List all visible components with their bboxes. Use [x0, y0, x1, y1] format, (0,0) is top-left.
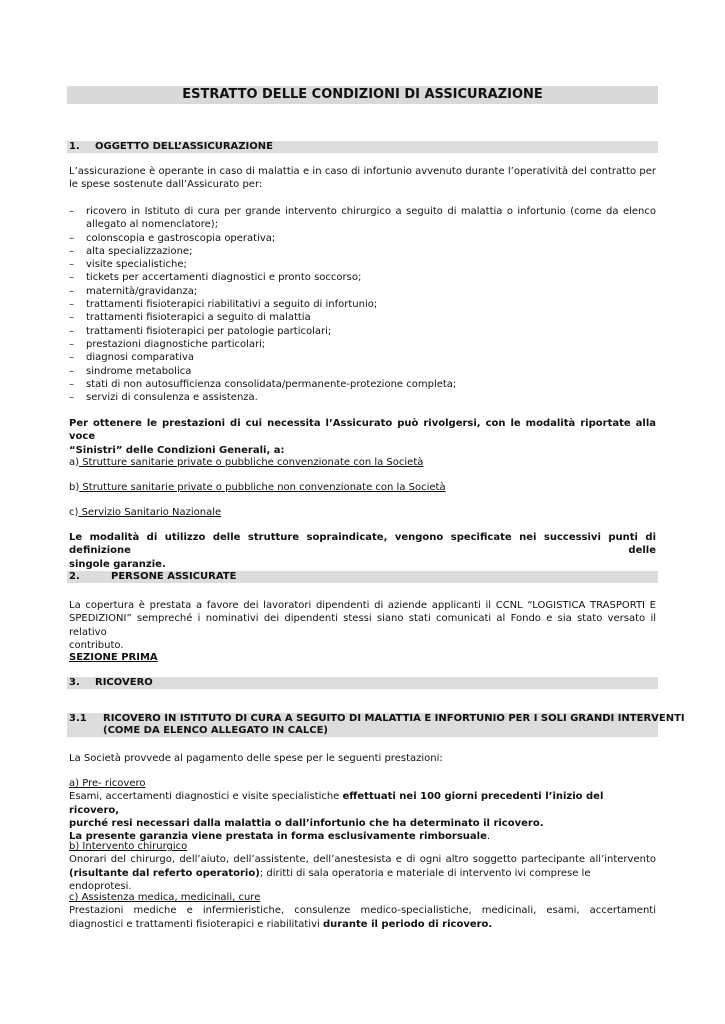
text-bold: durante il periodo di ricovero.	[322, 918, 493, 930]
intro-line: L’assicurazione è operante in caso di malattia e in caso di infortunio avvenuto durante l’operatività del contratto per	[69, 166, 656, 177]
subheading: a) Pre- ricovero	[69, 778, 146, 789]
paragraph-line: Onorari del chirurgo, dell’aiuto, dell’assistente, dell’anestesista e di ogni altro soggetto partecipante all’intervento	[69, 854, 656, 866]
list-item-text: diagnosi comparativa	[86, 352, 195, 364]
paragraph-line: Prestazioni mediche e infermieristiche, consulenze medico-specialistiche, medicinali, esami, accertamenti	[69, 905, 656, 917]
struttura-a	[69, 456, 656, 469]
section-number: 2.	[69, 571, 80, 582]
dash-bullet: –	[69, 206, 74, 217]
struttura-prefix: b)	[69, 482, 80, 493]
note-line: “Sinistri” delle Condizioni Generali, a:	[69, 444, 285, 456]
struttura-prefix: c)	[69, 507, 79, 518]
list-item-text: trattamenti fisioterapici per patologie particolari;	[86, 325, 332, 337]
section-label: OGGETTO DELL’ASSICURAZIONE	[95, 141, 273, 152]
list-item	[69, 378, 656, 391]
list-item-text: maternità/gravidanza;	[86, 285, 198, 297]
list-item	[69, 351, 656, 364]
text-normal: ; diritti di sala operatoria e materiale di intervento ivi comprese le endoprotesi.	[69, 867, 591, 892]
dash-bullet: –	[69, 272, 74, 284]
section-heading-3	[67, 677, 658, 689]
list-item-text: trattamenti fisioterapici a seguito di malattia	[86, 312, 311, 324]
section-number: 3.1	[69, 713, 87, 724]
text-bold: effettuati nei 100 giorni precedenti l’inizio del ricovero,	[69, 791, 604, 816]
text-bold: La presente garanzia viene prestata in forma esclusivamente rimborsuale	[69, 831, 487, 843]
list-item	[69, 245, 656, 258]
paragraph-line: purché resi necessari dalla malattia o dall’infortunio che ha determinato il ricovero.	[69, 817, 544, 829]
subheading: b) Intervento chirurgico	[69, 841, 188, 852]
dash-bullet: –	[69, 259, 74, 271]
list-item-text: sindrome metabolica	[86, 365, 192, 377]
list-item-text: colonscopia e gastroscopia operativa;	[86, 232, 276, 244]
intro-line: le spese sostenute dall’Assicurato per:	[69, 179, 263, 191]
text-normal: diagnostici e trattamenti fisioterapici e riabilitativi	[69, 918, 323, 930]
coverage-list	[69, 205, 656, 404]
section-label: (COME DA ELENCO ALLEGATO IN CALCE)	[103, 725, 328, 736]
struttura-prefix: a)	[69, 457, 80, 468]
list-item-text: trattamenti fisioterapici riabilitativi a seguito di infortunio;	[86, 299, 378, 311]
section-heading-2	[67, 571, 658, 583]
section-number: 1.	[69, 141, 80, 152]
note-line: Per ottenere le prestazioni di cui necessita l’Assicurato può rivolgersi, con le modalità riportate alla voce	[69, 418, 656, 443]
struttura-text: Servizio Sanitario Nazionale	[78, 507, 222, 518]
intervento-block	[69, 840, 656, 893]
dash-bullet: –	[69, 245, 74, 257]
note-line: singole garanzie.	[69, 558, 166, 570]
list-item	[69, 311, 656, 324]
list-item	[69, 271, 656, 284]
document-title: ESTRATTO DELLE CONDIZIONI DI ASSICURAZIONE	[67, 86, 658, 104]
list-item	[69, 285, 656, 298]
section-label: PERSONE ASSICURATE	[111, 571, 237, 582]
list-item-text: servizi di consulenza e assistenza.	[86, 392, 258, 404]
struttura-b	[69, 481, 656, 494]
struttura-text: Strutture sanitarie private o pubbliche non convenzionate con la Società	[79, 482, 446, 493]
modalita-note	[69, 531, 656, 571]
list-item-text: visite specialistiche;	[86, 259, 187, 271]
pre-ricovero-block	[69, 777, 656, 843]
list-item	[69, 338, 656, 351]
section-heading-3-1	[67, 713, 685, 737]
dash-bullet: –	[69, 365, 74, 377]
persone-paragraph	[69, 599, 656, 652]
dash-bullet: –	[69, 232, 74, 244]
text-normal: Esami, accertamenti diagnostici e visite specialistiche	[69, 791, 343, 803]
list-item	[69, 365, 656, 378]
list-item	[69, 205, 656, 232]
dash-bullet: –	[69, 325, 74, 337]
note-line: Le modalità di utilizzo delle strutture sopraindicate, vengono specificate nei successivi punti di definizione delle	[69, 532, 656, 557]
prestazioni-note	[69, 417, 656, 457]
paragraph-line	[69, 867, 656, 894]
paragraph-line: contributo.	[69, 639, 124, 651]
dash-bullet: –	[69, 378, 74, 390]
paragraph-line	[69, 790, 656, 817]
list-item	[69, 391, 656, 404]
list-item	[69, 298, 656, 311]
sezione-prima-heading: SEZIONE PRIMA	[69, 652, 158, 663]
list-item	[69, 232, 656, 245]
dash-bullet: –	[69, 285, 74, 297]
dash-bullet: –	[69, 338, 74, 350]
list-item-text: stati di non autosufficienza consolidata/permanente-protezione completa;	[86, 378, 457, 390]
dash-bullet: –	[69, 299, 74, 311]
provvede-paragraph: La Società provvede al pagamento delle spese per le seguenti prestazioni:	[69, 753, 443, 764]
section-number: 3.	[69, 677, 80, 688]
subheading: c) Assistenza medica, medicinali, cure	[69, 892, 261, 903]
paragraph-line: SPEDIZIONI” sempreché i nominativi dei dipendenti stessi siano stati comunicati al Fondo e sia stato versato il relativo	[69, 613, 656, 638]
list-item-text: alta specializzazione;	[86, 245, 193, 257]
dash-bullet: –	[69, 352, 74, 364]
list-item	[69, 258, 656, 271]
paragraph-line: La copertura è prestata a favore dei lavoratori dipendenti di aziende applicanti il CCNL “LOGISTICA TRASPORTI E	[69, 600, 656, 611]
list-item-text: prestazioni diagnostiche particolari;	[86, 338, 266, 350]
dash-bullet: –	[69, 392, 74, 404]
struttura-c	[69, 506, 656, 519]
assistenza-block	[69, 891, 656, 931]
section-label: RICOVERO IN ISTITUTO DI CURA A SEGUITO DI MALATTIA E INFORTUNIO PER I SOLI GRANDI INTERVENTI	[103, 713, 685, 724]
list-item-text: allegato al nomenclatore);	[86, 219, 219, 231]
struttura-text: Strutture sanitarie private o pubbliche convenzionate con la Società	[79, 457, 424, 468]
section-heading-1	[67, 141, 658, 153]
text-bold: (risultante dal referto operatorio)	[69, 867, 260, 879]
dash-bullet: –	[69, 312, 74, 324]
paragraph-line	[69, 918, 656, 931]
intro-paragraph	[69, 165, 656, 192]
list-item	[69, 325, 656, 338]
text-normal: .	[486, 831, 491, 843]
list-item-text: tickets per accertamenti diagnostici e pronto soccorso;	[86, 272, 362, 284]
section-label: RICOVERO	[95, 677, 153, 688]
list-item-text: ricovero in Istituto di cura per grande intervento chirurgico a seguito di malattia o infortunio (come da elenco	[86, 206, 656, 217]
